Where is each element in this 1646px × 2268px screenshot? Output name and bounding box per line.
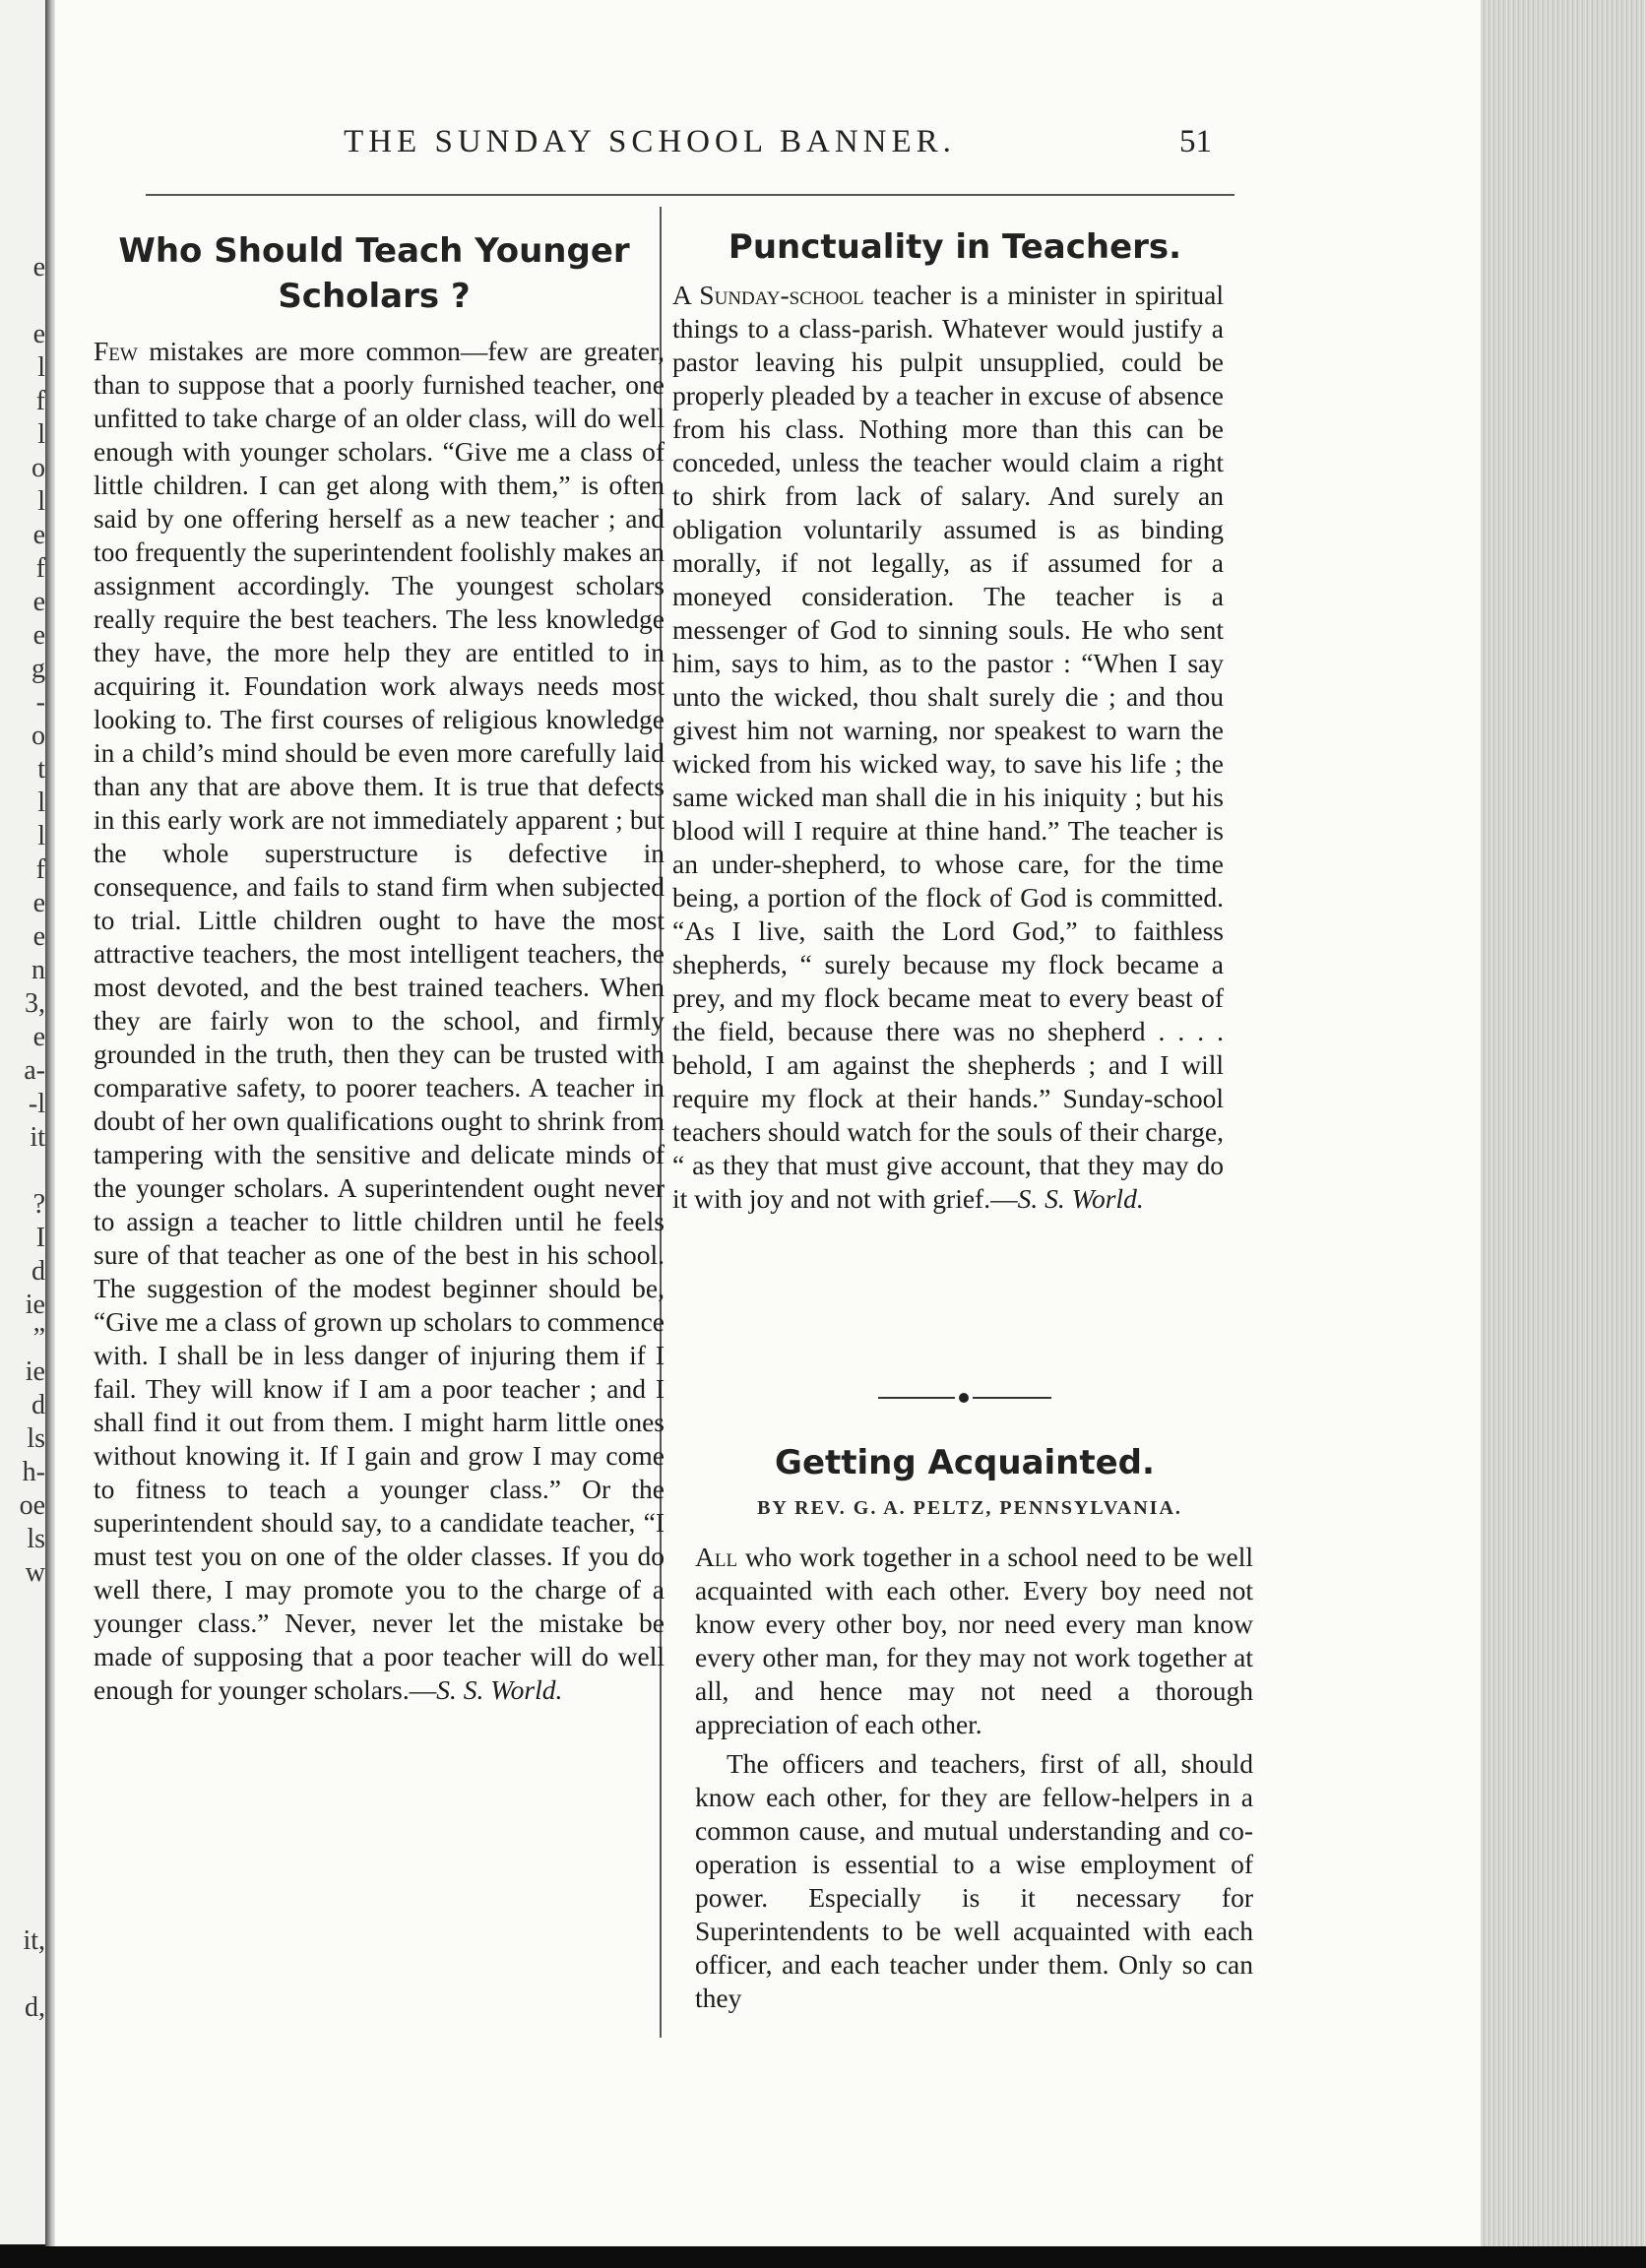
- article-body: teacher is a minister in spiritual things to a class-parish. Whatever would justify a pastor leaving his pulpit unsupplied, could be properly pleaded by a teacher in excuse of absence from his class. Nothing more than this can be conceded, unless the teacher would claim a right to shirk from lack of salary. And surely an obligation voluntarily assumed is as binding morally, if not legally, as if assumed for a moneyed consideration. The teacher is a messenger of God to sinning souls. He who sent him, says to him, as to the pastor : “When I say unto the wicked, thou shalt surely die ; and thou givest him not warning, nor speakest to warn the wicked from his wicked way, to save his life ; the same wicked man shall die in his iniquity ; but his blood will I require at thine hand.” The teacher is an under-shepherd, to whose care, for the time being, a portion of the flock of God is committed. “As I live, saith the Lord God,” to faithless shepherds, “ surely because my flock became a prey, and my flock became meat to every beast of the field, because there was no shepherd . . . . behold, I am against the shepherds ; and I will require my flock at their hands.” Sunday-school teachers should watch for the souls of their charge, “ as they that must give account, that they may do it with joy and not with grief.—: [672, 280, 1224, 1214]
- adjacent-page-fragment: o: [32, 453, 45, 483]
- adjacent-page-edge: [0, 0, 45, 2244]
- article-body: mistakes are more common—few are greater, than to suppose that a poorly furnished teacher, one unfitted to take charge of an older class, will do well enough with younger scholars. “Give me a class of little children. I can get along with them,” is often said by one offering herself as a new teacher ; and too frequently the superintendent foolishly makes an assignment accordingly. The youngest scholars really require the best teachers. The less knowledge they have, the more help they are entitled to in acquiring it. Foundation work always needs most looking to. The first courses of religious knowledge in a child’s mind should be even more carefully laid than any that are above them. It is true that defects in this early work are not immediately apparent ; but the whole superstructure is defective in consequence, and fails to stand firm when subjected to trial. Little children ought to have the most attractive teachers, the most intelligent teachers, the most devoted, and the best trained teachers. When they are fairly won to the school, and firmly grounded in the truth, then they can be trusted with comparative safety, to poorer teachers. A teacher in doubt of her own qualifications ought to shrink from tampering with the sensitive and delicate minds of the younger scholars. A superintendent ought never to assign a teacher to little children until he feels sure of that teacher as one of the best in his school. The suggestion of the modest beginner should be, “Give me a class of grown up scholars to commence with. I shall be in less danger of injuring them if I fail. They will know if I am a poor teacher ; and I shall find it out from them. I might harm little ones without knowing it. If I gain and grow I may come to fitness to teach a younger class.” Or the superintendent should say, to a candidate teacher, “I must test you on one of the older classes. If you do well there, I may promote you to the charge of a younger class.” Never, never let the mistake be made of supposing that a poor teacher will do well enough for younger scholars.—: [94, 336, 665, 1705]
- adjacent-page-fragment: I: [35, 1223, 45, 1253]
- lead-word: A Sunday-school: [672, 280, 864, 310]
- adjacent-page-fragment: e: [32, 319, 45, 349]
- adjacent-page-fragment: d,: [25, 1992, 45, 2023]
- adjacent-page-fragment: -: [35, 687, 45, 718]
- page-number: 51: [1179, 124, 1212, 159]
- source-credit: S. S. World.: [436, 1674, 563, 1705]
- adjacent-page-fragment: e: [32, 587, 45, 617]
- adjacent-page-fragment: g: [32, 654, 45, 684]
- adjacent-page-fragment: a-: [24, 1055, 45, 1086]
- article-paragraph: [94, 335, 665, 1707]
- adjacent-page-fragment: e: [32, 620, 45, 651]
- adjacent-page-fragment: w: [25, 1557, 45, 1588]
- adjacent-page-fragment: ls: [27, 1423, 45, 1454]
- adjacent-page-fragment: o: [32, 721, 45, 751]
- running-header: THE SUNDAY SCHOOL BANNER.: [344, 124, 956, 159]
- book-gutter: [45, 0, 55, 2249]
- article-getting-acquainted: [695, 1541, 1253, 2021]
- adjacent-page-fragment: h-: [22, 1457, 45, 1487]
- adjacent-page-fragment: e: [32, 252, 45, 283]
- adjacent-page-fragment: d: [32, 1256, 45, 1287]
- ornament-dot: [959, 1393, 969, 1403]
- ornament-line-left: [878, 1397, 955, 1399]
- adjacent-page-fragment: l: [37, 788, 45, 818]
- adjacent-page-fragment: it: [30, 1122, 45, 1153]
- adjacent-page-fragment: it,: [23, 1925, 45, 1956]
- article-who-should-teach: [94, 335, 665, 1713]
- article-punctuality: [672, 279, 1224, 1222]
- adjacent-page-fragment: l: [37, 352, 45, 383]
- ornament-line-right: [973, 1397, 1051, 1399]
- article-title-getting-acquainted: Getting Acquainted.: [775, 1443, 1155, 1482]
- adjacent-page-fragment: l: [37, 419, 45, 450]
- adjacent-page-fragment: e: [32, 1022, 45, 1052]
- adjacent-page-fragment: ie: [25, 1356, 45, 1387]
- adjacent-page-fragment: n: [32, 955, 45, 985]
- adjacent-page-fragment: ”: [32, 1323, 45, 1354]
- lead-word: Few: [94, 336, 138, 366]
- adjacent-page-fragment: d: [32, 1390, 45, 1420]
- bottom-shadow: [0, 2246, 1646, 2268]
- adjacent-page-fragment: l: [37, 486, 45, 517]
- article-byline: BY REV. G. A. PELTZ, PENNSYLVANIA.: [757, 1497, 1182, 1519]
- article-title-punctuality: Punctuality in Teachers.: [728, 227, 1182, 267]
- article-paragraph: [695, 1541, 1253, 1741]
- adjacent-page-fragment: e: [32, 921, 45, 952]
- adjacent-page-fragment: e: [32, 888, 45, 918]
- adjacent-page-fragment: e: [32, 520, 45, 550]
- lead-word: All: [695, 1542, 738, 1572]
- adjacent-page-fragment: 3,: [25, 988, 45, 1019]
- adjacent-page-fragment: -l: [28, 1089, 45, 1119]
- adjacent-page-fragment: f: [35, 854, 45, 885]
- adjacent-page-fragment: ?: [32, 1189, 45, 1220]
- adjacent-page-fragment: l: [37, 821, 45, 851]
- adjacent-page-fragment: f: [35, 386, 45, 416]
- article-paragraph: The officers and teachers, first of all, should know each other, for they are fellow-helpers in a common cause, and mutual understanding and co-operation is essential to a wise employment of power. Especially is it necessary for Superintendents to be well acquainted with each officer, and each teacher under them. Only so can they: [695, 1748, 1253, 2013]
- section-ornament: [878, 1392, 1051, 1404]
- adjacent-page-fragment: f: [35, 553, 45, 584]
- article-title-who-should-teach: Who Should Teach Younger Scholars ?: [118, 231, 630, 316]
- adjacent-page-fragment: ls: [27, 1524, 45, 1554]
- header-rule: [146, 194, 1234, 196]
- article-body: who work together in a school need to be well acquainted with each other. Every boy need not know every other boy, nor need every man know every other man, for they may not work together at all, and hence may not need a thorough appreciation of each other.: [695, 1542, 1253, 1739]
- adjacent-page-fragment: t: [37, 754, 45, 785]
- article-paragraph: [672, 279, 1224, 1216]
- source-credit: S. S. World.: [1017, 1183, 1144, 1214]
- page-block-edges: [1481, 0, 1646, 2250]
- adjacent-page-fragment: ie: [25, 1290, 45, 1320]
- adjacent-page-fragment: oe: [19, 1490, 45, 1521]
